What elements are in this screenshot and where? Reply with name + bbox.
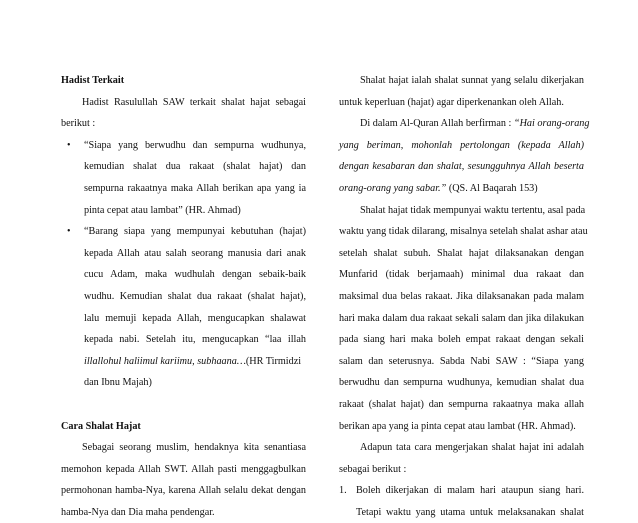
quran-quote-line: yang beriman, mohonlah pertolongan (kepada Allah) xyxy=(339,139,584,151)
arabic-transliteration: illallohul haliimul kariimu, subhaana… xyxy=(84,355,246,367)
quran-quote: orang-orang yang sabar.” xyxy=(339,182,447,194)
bullet-line: kemudian shalat dua rakaat (shalat hajat) dan xyxy=(84,161,306,173)
paragraph-line: pada siang hari maka boleh empat rakaat dengan sekali xyxy=(339,334,584,346)
paragraph-line: berikut : xyxy=(61,118,96,130)
bullet-line: kepada nabi. Setelah itu, mengucapkan “laa illah xyxy=(84,334,306,346)
bullet-line: wudhu. Kemudian shalat dua rakaat (shalat hajat), xyxy=(84,290,306,302)
bullet-icon: • xyxy=(67,226,71,238)
paragraph-line: berikan apa yang ia pinta cepat atau lambat (HR. Ahmad). xyxy=(339,420,576,432)
quran-intro: Di dalam Al-Quran Allah berfirman : xyxy=(360,118,512,130)
heading-cara-shalat-hajat: Cara Shalat Hajat xyxy=(61,420,141,432)
paragraph-line: salam dan seterusnya. Sabda Nabi SAW : “Siapa yang xyxy=(339,355,584,367)
paragraph-line: hari maka dalam dua rakaat sekali salam dan jika dilakukan xyxy=(339,312,584,324)
paragraph-line: Hadist Rasulullah SAW terkait shalat hajat sebagai xyxy=(82,96,306,108)
item-number: 1. xyxy=(339,485,347,497)
paragraph-line: setelah shalat subuh. Shalat hajat dilaksanakan dengan xyxy=(339,247,584,259)
paragraph-line: untuk keperluan (hajat) agar diperkenankan oleh Allah. xyxy=(339,96,564,108)
paragraph-line: waktu yang tidak dilarang, misalnya setelah shalat ashar atau xyxy=(339,226,588,238)
bullet-line: lalu memuji kepada Allah, mengucapkan shalawat xyxy=(84,312,306,324)
spacer xyxy=(61,394,306,416)
bullet-text: “Siapa yang berwudhu dan sempurna wudhunya, xyxy=(84,139,306,151)
paragraph-line: permohonan hamba-Nya, karena Allah selalu dekat dengan xyxy=(61,485,306,497)
paragraph-line: Shalat hajat ialah shalat sunnat yang selalu dikerjakan xyxy=(360,75,584,86)
left-column xyxy=(61,70,306,523)
bullet-line xyxy=(61,221,306,243)
bullet-line xyxy=(61,135,306,157)
paragraph-line: hamba-Nya dan Dia maha pendengar. xyxy=(61,506,215,518)
citation: (HR Tirmidzi xyxy=(245,355,302,367)
paragraph-line: berwudhu dan sempurna wudhunya, kemudian shalat dua xyxy=(339,377,584,389)
numbered-item xyxy=(339,480,584,502)
numbered-item-line: Tetapi waktu yang utama untuk melaksanakan shalat xyxy=(356,506,584,518)
bullet-icon: • xyxy=(67,139,71,151)
paragraph-line: memohon kepada Allah SWT. Allah pasti menggagbulkan xyxy=(61,463,306,475)
paragraph-line: Shalat hajat tidak mempunyai waktu tertentu, asal pada xyxy=(360,204,586,216)
paragraph-line: sebagai berikut : xyxy=(339,463,407,475)
paragraph-line: maksimal dua belas rakaat. Jika dilaksanakan pada malam xyxy=(339,290,584,302)
bullet-line: cucu Adam, maka wudhulah dengan sebaik-baik xyxy=(84,269,306,281)
heading-hadist-terkait: Hadist Terkait xyxy=(61,75,125,86)
bullet-line: pinta cepat atau lambat” (HR. Ahmad) xyxy=(84,204,241,216)
bullet-line: sempurna rakaatnya maka Allah berikan apa yang ia xyxy=(84,182,306,194)
quran-quote: “Hai orang-orang xyxy=(513,118,590,130)
paragraph-line: Sebagai seorang muslim, hendaknya kita senantiasa xyxy=(82,442,306,454)
paragraph-line: Munfarid (tidak berjamaah) minimal dua rakaat dan xyxy=(339,269,584,281)
bullet-line: dan Ibnu Majah) xyxy=(84,377,152,389)
paragraph-line xyxy=(339,113,590,135)
bullet-text: “Barang siapa yang mempunyai kebutuhan (hajat) xyxy=(84,226,306,238)
paragraph-line xyxy=(339,178,584,200)
quran-quote-line: dengan kesabaran dan shalat, sesungguhnya Allah beserta xyxy=(339,161,584,173)
paragraph-line: Adapun tata cara mengerjakan shalat hajat ini adalah xyxy=(360,442,584,454)
item-text: Boleh dikerjakan di malam hari ataupun siang hari. xyxy=(356,485,584,497)
bullet-line xyxy=(61,351,306,373)
bullet-line: kepada Allah atau salah seorang manusia dari anak xyxy=(84,247,306,259)
right-column xyxy=(339,70,590,523)
quran-reference: (QS. Al Baqarah 153) xyxy=(448,182,538,194)
paragraph-line: rakaat (shalat hajat) dan sempurna rakaatnya maka allah xyxy=(339,398,584,410)
